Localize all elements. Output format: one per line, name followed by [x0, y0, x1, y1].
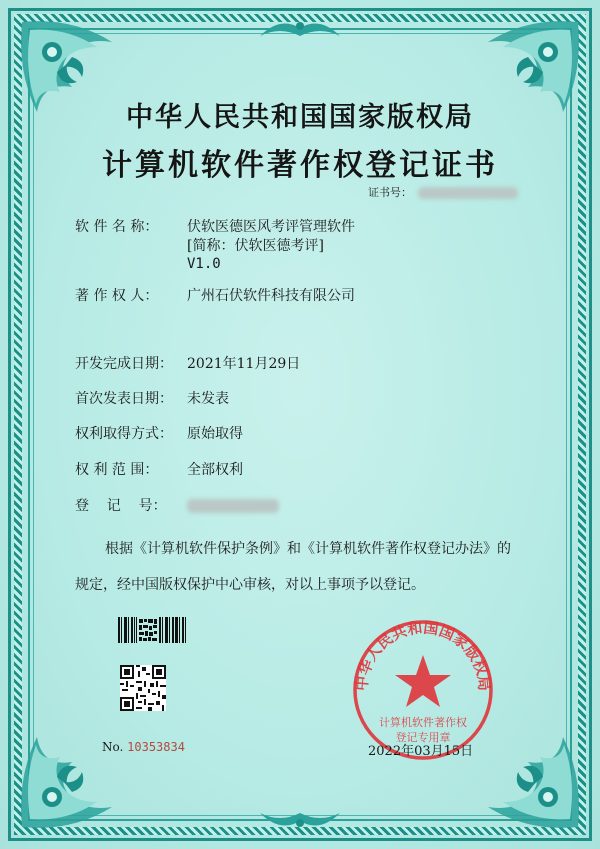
seal-text-line-1: 计算机软件著作权 [379, 716, 467, 729]
field-value: 伏软医德医风考评管理软件 [187, 219, 355, 235]
field-label: 开发完成日期： [75, 356, 173, 372]
field-label: 首次发表日期： [75, 391, 173, 407]
field-row-completion-date [75, 355, 301, 373]
legal-basis-line-2: 规定，经中国版权保护中心审核，对以上事项予以登记。 [75, 577, 425, 593]
field-row-rights-scope [75, 461, 243, 479]
field-row-short-name [75, 237, 324, 255]
corner-ornament-bottom-left [12, 717, 132, 837]
certificate-title: 计算机软件著作权登记证书 [102, 148, 498, 183]
barcode-icon [118, 617, 188, 643]
field-value: 原始取得 [187, 426, 243, 442]
field-row-first-publication [75, 390, 229, 408]
serial-number [102, 740, 185, 754]
field-label: 登 记 号： [75, 498, 167, 514]
certificate-number [368, 184, 518, 200]
top-center-ornament [255, 14, 345, 44]
certificate-number-redacted [418, 187, 518, 199]
field-value: [简称：伏软医德考评] [187, 238, 324, 254]
field-value [187, 497, 279, 515]
certificate-number-label: 证书号： [368, 186, 412, 199]
field-row-registration-number [75, 497, 185, 515]
legal-basis-line-1: 根据《计算机软件保护条例》和《计算机软件著作权登记办法》的 [105, 541, 511, 557]
registration-number-redacted [187, 499, 279, 513]
field-row-software-name [75, 218, 355, 236]
qr-code-icon [120, 665, 166, 711]
issuer-title: 中华人民共和国国家版权局 [126, 102, 474, 133]
field-row-acquisition-method [75, 425, 243, 443]
field-value: 广州石伏软件科技有限公司 [187, 288, 355, 304]
issue-date: 2022年03月15日 [368, 744, 474, 759]
field-label: 权 利 范 围： [75, 462, 159, 478]
field-label: 软 件 名 称： [75, 219, 159, 235]
field-value: V1.0 [187, 256, 221, 272]
serial-value: 10353834 [127, 740, 185, 754]
field-value: 全部权利 [187, 462, 243, 478]
serial-prefix: No. [102, 740, 124, 754]
field-value: 未发表 [187, 391, 229, 407]
field-row-copyright-owner [75, 287, 355, 305]
seal-text-line-2: 登记专用章 [395, 731, 451, 744]
field-label: 权利取得方式： [75, 426, 173, 442]
field-label: 著 作 权 人： [75, 288, 159, 304]
field-row-version [75, 255, 221, 273]
seal-ring-text: 中华人民共和国国家版权局 [352, 618, 494, 692]
bottom-center-ornament [255, 805, 345, 835]
field-value: 2021年11月29日 [187, 356, 301, 372]
